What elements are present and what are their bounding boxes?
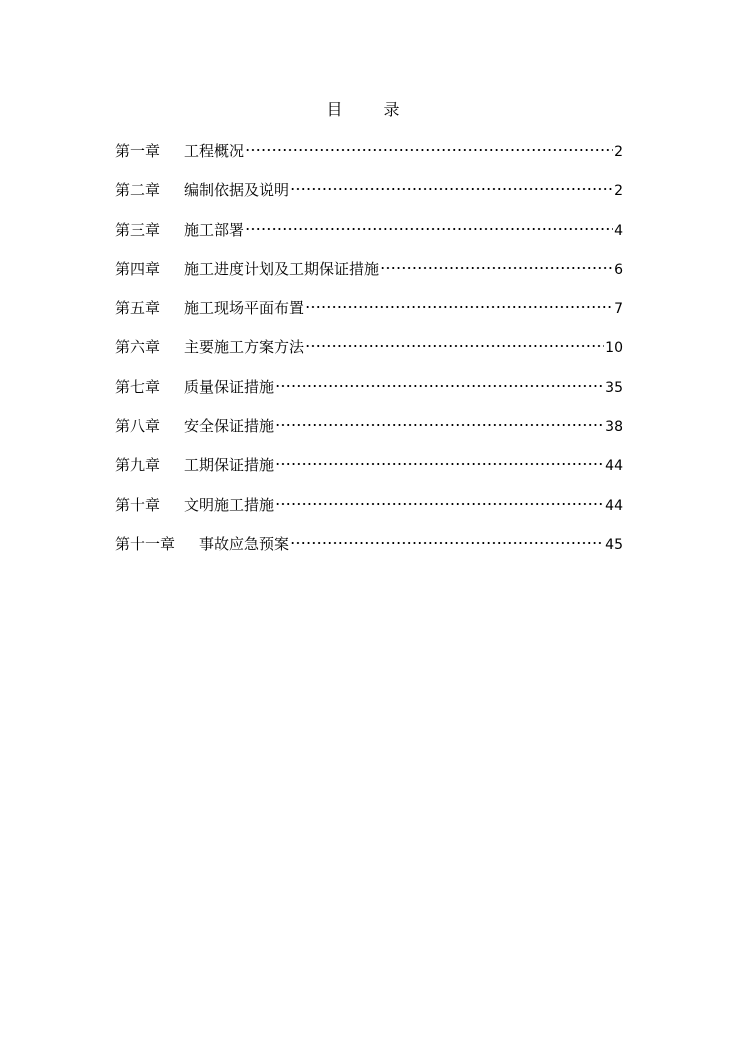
dot-leader [245, 227, 613, 231]
page-number: 6 [614, 261, 623, 278]
dot-leader [380, 266, 613, 270]
chapter-title: 工期保证措施 [184, 456, 275, 475]
dot-leader [275, 423, 604, 427]
chapter-number: 第九章 [115, 456, 161, 475]
chapter-title: 施工部署 [184, 220, 245, 239]
chapter-title: 质量保证措施 [184, 377, 275, 396]
chapter-number: 第七章 [115, 377, 161, 396]
page-number: 2 [614, 144, 623, 160]
toc-entry-11[interactable] [115, 533, 623, 572]
page-number: 45 [605, 536, 623, 553]
dot-leader [290, 187, 613, 191]
dot-leader [275, 462, 604, 466]
toc-list [115, 140, 623, 572]
chapter-title: 安全保证措施 [184, 417, 275, 436]
toc-entry-3[interactable] [115, 219, 623, 258]
dot-leader [290, 541, 604, 545]
page-number: 2 [614, 183, 623, 200]
chapter-title: 施工进度计划及工期保证措施 [184, 259, 380, 278]
chapter-number: 第三章 [115, 220, 161, 239]
toc-entry-7[interactable] [115, 376, 623, 415]
chapter-title: 编制依据及说明 [184, 181, 290, 200]
chapter-number: 第十一章 [115, 534, 176, 553]
chapter-title: 事故应急预案 [199, 534, 290, 553]
toc-entry-4[interactable] [115, 258, 623, 297]
dot-leader [245, 148, 613, 152]
toc-entry-9[interactable] [115, 454, 623, 493]
chapter-number: 第二章 [115, 181, 161, 200]
toc-entry-1[interactable] [115, 140, 623, 179]
dot-leader [305, 344, 604, 348]
chapter-title: 工程概况 [184, 142, 245, 160]
toc-entry-2[interactable] [115, 179, 623, 218]
page-number: 38 [605, 419, 623, 436]
chapter-number: 第四章 [115, 259, 161, 278]
page-number: 7 [614, 301, 623, 318]
chapter-title: 文明施工措施 [184, 495, 275, 514]
page-number: 35 [605, 379, 623, 396]
page-number: 44 [605, 458, 623, 475]
toc-heading: 目 录 [326, 100, 418, 119]
dot-leader [275, 384, 604, 388]
toc-entry-10[interactable] [115, 494, 623, 533]
chapter-title: 主要施工方案方法 [184, 338, 305, 357]
toc-entry-5[interactable] [115, 297, 623, 336]
dot-leader [305, 305, 613, 309]
chapter-number: 第一章 [115, 142, 161, 160]
chapter-number: 第六章 [115, 338, 161, 357]
toc-entry-8[interactable] [115, 415, 623, 454]
chapter-number: 第八章 [115, 417, 161, 436]
chapter-title: 施工现场平面布置 [184, 299, 305, 318]
page-number: 10 [605, 340, 623, 357]
toc-entry-6[interactable] [115, 336, 623, 375]
page-number: 44 [605, 497, 623, 514]
page-number: 4 [614, 222, 623, 239]
chapter-number: 第十章 [115, 495, 161, 514]
chapter-number: 第五章 [115, 299, 161, 318]
dot-leader [275, 502, 604, 506]
